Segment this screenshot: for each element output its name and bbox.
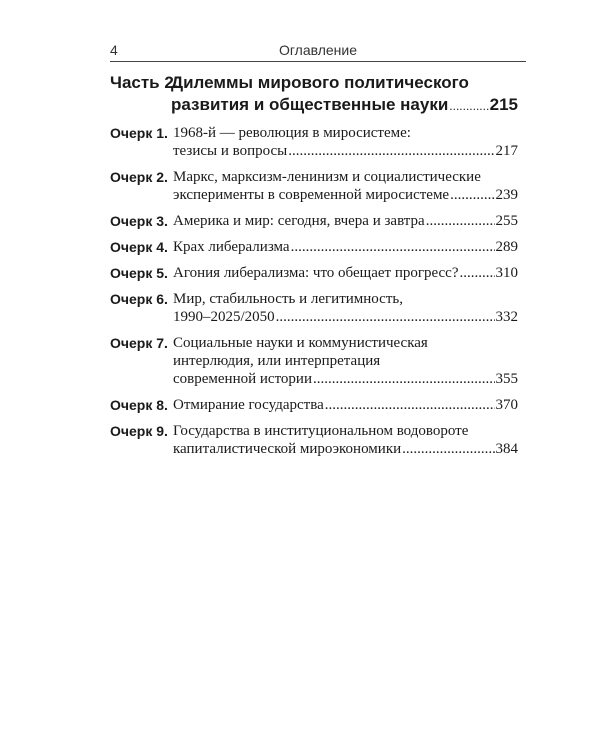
entry-title-line: тезисы и вопросы	[173, 143, 288, 159]
entry-label: Очерк 1.	[110, 125, 168, 141]
entry-title-line: Социальные науки и коммунистическая	[173, 335, 428, 351]
toc-part	[110, 72, 518, 117]
entry-title-last-line	[173, 308, 518, 326]
page-number: 4	[110, 42, 118, 58]
entry-title-last-line	[173, 186, 518, 204]
entry-label: Очерк 6.	[110, 291, 168, 307]
dot-leader	[325, 396, 495, 414]
entry-title	[173, 264, 518, 282]
part-label: Часть 2.	[110, 73, 179, 92]
part-title-line: Дилеммы мирового политического	[171, 73, 469, 92]
entry-title-line: Крах либерализма	[173, 239, 290, 255]
dot-leader	[276, 308, 495, 326]
toc-entry	[110, 264, 518, 282]
entry-page-number: 332	[495, 309, 518, 325]
toc-entry	[110, 212, 518, 230]
entry-title-last-line	[173, 212, 518, 230]
entry-page-number: 217	[495, 143, 518, 159]
entry-label: Очерк 7.	[110, 335, 168, 351]
entry-title	[173, 334, 518, 388]
entry-title-line: интерлюдия, или интерпретация	[173, 353, 381, 369]
dot-leader	[460, 264, 495, 282]
entry-title-last-line	[173, 440, 518, 458]
entry-title	[173, 124, 518, 160]
entry-title	[173, 212, 518, 230]
entry-page-number: 355	[495, 371, 518, 387]
entry-page-number: 255	[495, 213, 518, 229]
running-head	[110, 42, 526, 60]
entry-title-last-line	[173, 142, 518, 160]
entry-page-number: 289	[495, 239, 518, 255]
toc-entry	[110, 396, 518, 414]
entry-label: Очерк 9.	[110, 423, 168, 439]
header-rule	[110, 61, 526, 62]
entry-title-line: Государства в институциональном водовороте	[173, 423, 469, 439]
entry-page-number: 239	[495, 187, 518, 203]
toc-entries	[110, 124, 518, 466]
part-page-number: 215	[489, 95, 518, 114]
part-title	[171, 72, 518, 117]
entry-page-number: 370	[495, 397, 518, 413]
entry-label: Очерк 8.	[110, 397, 168, 413]
entry-title-line: 1990–2025/2050	[173, 309, 275, 325]
entry-title-last-line	[173, 264, 518, 282]
entry-page-number: 310	[495, 265, 518, 281]
entry-title-last-line	[173, 370, 518, 388]
toc-entry	[110, 124, 518, 160]
part-title-line: развития и общественные науки	[171, 95, 449, 114]
entry-title-line: Мир, стабильность и легитимность,	[173, 291, 403, 307]
dot-leader	[449, 95, 488, 117]
toc-entry	[110, 238, 518, 256]
entry-label: Очерк 5.	[110, 265, 168, 281]
dot-leader	[313, 370, 495, 388]
entry-title-line: Отмирание государства	[173, 397, 324, 413]
dot-leader	[402, 440, 494, 458]
toc-entry	[110, 290, 518, 326]
entry-title-line: 1968-й — революция в миросистеме:	[173, 125, 411, 141]
entry-label: Очерк 4.	[110, 239, 168, 255]
toc-entry	[110, 422, 518, 458]
dot-leader	[426, 212, 495, 230]
entry-label: Очерк 2.	[110, 169, 168, 185]
entry-title	[173, 290, 518, 326]
entry-title	[173, 422, 518, 458]
entry-label: Очерк 3.	[110, 213, 168, 229]
dot-leader	[288, 142, 494, 160]
entry-page-number: 384	[495, 441, 518, 457]
entry-title-last-line	[173, 396, 518, 414]
toc-entry	[110, 334, 518, 388]
entry-title-line: капиталистической мироэкономики	[173, 441, 402, 457]
entry-title-line: современной истории	[173, 371, 312, 387]
running-head-title: Оглавление	[278, 42, 358, 58]
entry-title-line: эксперименты в современной миросистеме	[173, 187, 450, 203]
entry-title	[173, 168, 518, 204]
entry-title-line: Маркс, марксизм-ленинизм и социалистические	[173, 169, 481, 185]
part-title-last-line	[171, 94, 518, 117]
entry-title-line: Америка и мир: сегодня, вчера и завтра	[173, 213, 425, 229]
toc-entry	[110, 168, 518, 204]
entry-title	[173, 396, 518, 414]
dot-leader	[291, 238, 495, 256]
dot-leader	[450, 186, 494, 204]
entry-title	[173, 238, 518, 256]
entry-title-last-line	[173, 238, 518, 256]
entry-title-line: Агония либерализма: что обещает прогресс?	[173, 265, 459, 281]
